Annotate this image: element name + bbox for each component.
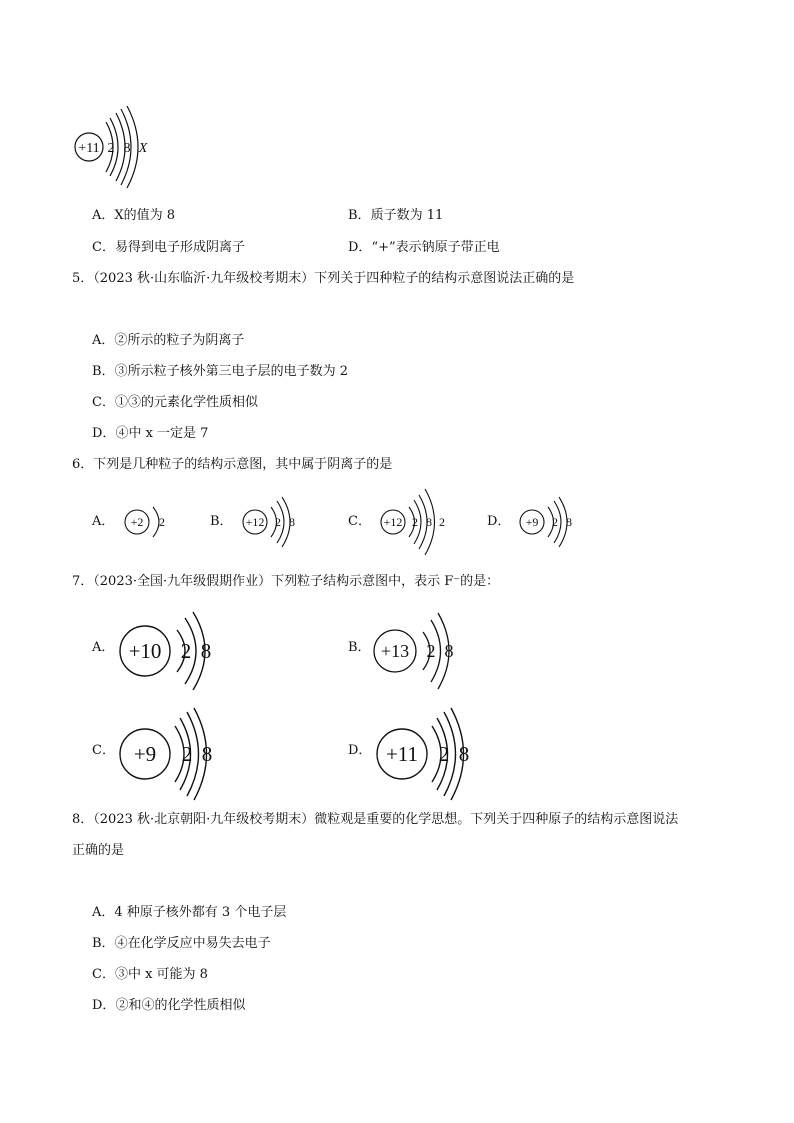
q4-option-a[interactable]: A．X的值为 8 [92,208,176,223]
shell-electrons-1: 2 [438,742,450,766]
q8-stem-line2: 正确的是 [72,843,125,858]
q8-option-a[interactable]: A．4 种原子核外都有 3 个电子层 [92,905,287,920]
atom-diagram-q6-c [378,486,454,558]
shell-electrons-1: 2 [107,141,115,156]
q5-stem: 5．（2023 秋·山东临沂·九年级校考期末）下列关于四种粒子的结构示意图说法正确的是 [72,271,575,286]
shell-electrons-1: 2 [275,515,281,529]
q4-option-c[interactable]: C．易得到电子形成阴离子 [92,240,245,255]
q5-option-c[interactable]: C．①③的元素化学性质相似 [92,395,258,410]
q4-option-b[interactable]: B．质子数为 11 [348,208,444,223]
q7-option-d-label[interactable]: D． [348,743,372,758]
shell-electrons-3: X [138,141,148,156]
q7-option-b-label[interactable]: B． [348,640,371,655]
q5-option-b[interactable]: B．③所示粒子核外第三电子层的电子数为 2 [92,364,348,379]
shell-electrons-1: 2 [412,515,418,529]
q6-option-c-label[interactable]: C． [348,514,371,529]
q6-option-d-label[interactable]: D． [487,514,511,529]
shell-electrons-1: 2 [180,639,192,663]
nucleus-charge: +11 [78,141,100,156]
shell-electrons-2: 8 [426,515,432,529]
shell-electrons-2: 8 [444,641,454,661]
shell-electrons-2: 8 [289,515,295,529]
q8-stem-line1: 8．（2023 秋·北京朝阳·九年级校考期末）微粒观是重要的化学思想。下列关于四种原子的结构示意图说法 [72,812,679,827]
nucleus-charge: +11 [385,742,419,766]
nucleus-charge: +9 [525,515,539,529]
shell-electrons-2: 8 [123,141,131,156]
q6-stem: 6．下列是几种粒子的结构示意图，其中属于阴离子的是 [72,457,393,472]
shell-electrons-1: 2 [552,515,558,529]
shell-electrons-3: 2 [439,515,445,529]
q8-option-b[interactable]: B．④在化学反应中易失去电子 [92,936,271,951]
q7-option-a-label[interactable]: A． [92,640,115,655]
atom-diagram-q6-b [240,494,308,550]
nucleus-charge: +2 [130,515,144,529]
nucleus-charge: +10 [128,639,162,663]
shell-electrons-2: 8 [458,742,470,766]
atom-diagram-q6-d [517,494,585,550]
shell-electrons-2: 8 [566,515,572,529]
atom-diagram-q4 [70,104,160,190]
shell-electrons-2: 8 [200,639,212,663]
nucleus-charge: +12 [383,515,403,529]
shell-electrons-1: 2 [159,515,165,529]
shell-electrons-2: 8 [201,742,213,766]
shell-electrons-1: 2 [181,742,193,766]
q5-option-a[interactable]: A．②所示的粒子为阴离子 [92,333,245,348]
q4-option-d[interactable]: D．“+”表示钠原子带正电 [348,240,500,255]
nucleus-charge: +13 [380,641,410,661]
q8-option-d[interactable]: D．②和④的化学性质相似 [92,998,246,1013]
q6-option-b-label[interactable]: B． [210,514,233,529]
nucleus-charge: +12 [245,515,265,529]
atom-diagram-q7-a [115,608,225,694]
atom-diagram-q7-d [372,706,482,802]
atom-diagram-q7-c [115,706,225,802]
q8-option-c[interactable]: C．③中 x 可能为 8 [92,967,208,982]
nucleus-charge: +9 [133,742,157,766]
q7-option-c-label[interactable]: C． [92,743,115,758]
q5-option-d[interactable]: D．④中 x 一定是 7 [92,426,209,441]
atom-diagram-q6-a [122,503,172,541]
q6-option-a-label[interactable]: A． [92,514,115,529]
atom-diagram-q7-b [368,608,468,694]
q7-stem: 7．（2023·全国·九年级假期作业）下列粒子结构示意图中，表示 F⁻的是： [72,574,500,589]
shell-electrons-1: 2 [426,641,436,661]
